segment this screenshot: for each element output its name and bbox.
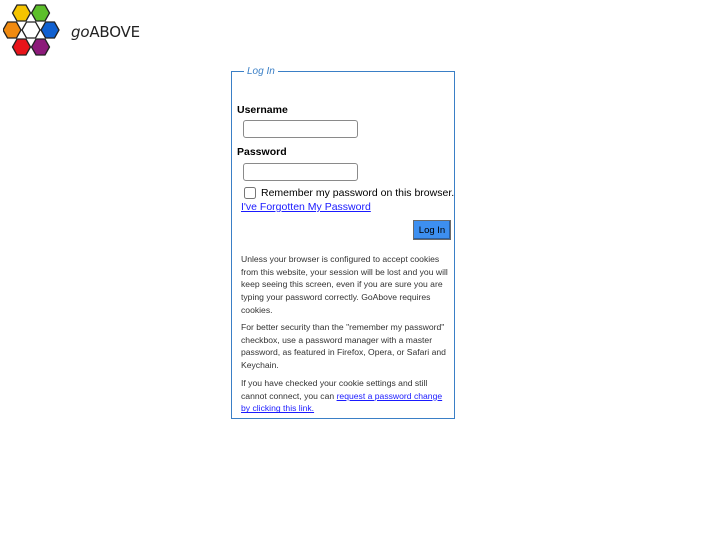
remember-password-label[interactable]: Remember my password on this browser. [261,187,455,199]
password-reset-notice: If you have checked your cookie settings and still cannot connect, you can request a password change by clicking this link. [241,378,443,414]
brand-name: goABOVE [71,23,140,41]
forgot-password-link[interactable]: I've Forgotten My Password [241,201,371,213]
username-input[interactable] [243,120,358,138]
cookies-notice: Unless your browser is configured to accept cookies from this website, your session will be lost and you will keep seeing this screen, even if you are sure you are typing your password correctly. GoAbove requires cookies. [241,254,448,315]
login-button[interactable]: Log In [413,220,451,240]
security-tip: For better security than the "remember my password" checkbox, use a password manager with a master password, as featured in Firefox, Opera, or Safari and Keychain. [241,322,446,371]
username-label: Username [237,104,288,116]
goabove-logo [3,3,143,61]
remember-password-checkbox[interactable] [244,187,256,199]
hexagon-cluster-icon [3,3,65,61]
password-label: Password [237,146,287,158]
request-password-change-link[interactable]: request a password change by clicking this link. [241,390,443,414]
login-form [231,66,455,419]
login-legend: Log In [247,66,275,77]
password-input[interactable] [243,163,358,181]
